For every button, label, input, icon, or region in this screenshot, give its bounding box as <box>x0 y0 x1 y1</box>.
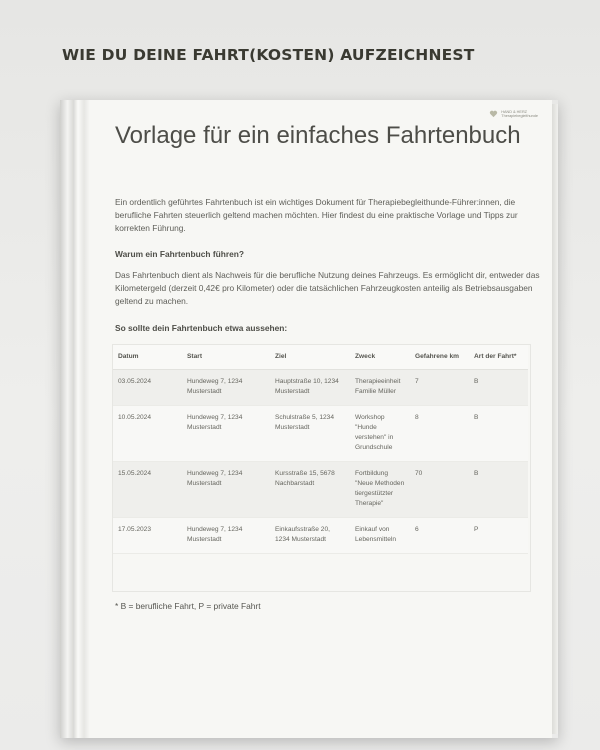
cell-art: B <box>469 406 528 462</box>
header-art: Art der Fahrt* <box>469 345 528 370</box>
table-row <box>113 370 528 406</box>
table-row <box>113 518 528 554</box>
table-row <box>113 406 528 462</box>
header-km: Gefahrene km <box>410 345 469 370</box>
cell-ziel: Hauptstraße 10, 1234 Musterstadt <box>270 370 350 406</box>
cell-start: Hundeweg 7, 1234 Musterstadt <box>182 406 270 462</box>
page-edge <box>552 104 558 734</box>
cell-km: 70 <box>410 462 469 518</box>
cell-art: P <box>469 518 528 554</box>
cell-ziel: Kursstraße 15, 5678 Nachbarstadt <box>270 462 350 518</box>
document-page <box>90 100 552 738</box>
cell-datum: 17.05.2023 <box>113 518 182 554</box>
page-heading: WIE DU DEINE FAHRT(KOSTEN) AUFZEICHNEST <box>62 46 475 64</box>
footnote: * B = berufliche Fahrt, P = private Fahrt <box>115 601 261 611</box>
table-row <box>113 462 528 518</box>
cell-zweck: Workshop "Hunde verstehen" in Grundschule <box>350 406 410 462</box>
cell-start: Hundeweg 7, 1234 Musterstadt <box>182 370 270 406</box>
cell-km: 6 <box>410 518 469 554</box>
table-header-row <box>113 345 528 370</box>
cell-km: 7 <box>410 370 469 406</box>
cell-zweck: Einkauf von Lebensmitteln <box>350 518 410 554</box>
cell-start: Hundeweg 7, 1234 Musterstadt <box>182 518 270 554</box>
logbook-table <box>113 345 528 554</box>
cell-art: B <box>469 370 528 406</box>
cell-art: B <box>469 462 528 518</box>
header-datum: Datum <box>113 345 182 370</box>
cell-km: 8 <box>410 406 469 462</box>
intro-paragraph: Ein ordentlich geführtes Fahrtenbuch ist ein wichtiges Dokument für Therapiebegleithunde-Führer:innen, die berufliche Fahrten steuerlich geltend machen möchten. Hier findest du eine praktische Vorlage und Tipps zur korrekten Führung. <box>115 197 518 234</box>
header-ziel: Ziel <box>270 345 350 370</box>
header-zweck: Zweck <box>350 345 410 370</box>
cell-datum: 10.05.2024 <box>113 406 182 462</box>
cell-zweck: Therapieeinheit Familie Müller <box>350 370 410 406</box>
cell-start: Hundeweg 7, 1234 Musterstadt <box>182 462 270 518</box>
book-spine <box>60 100 90 738</box>
logo-line-1: HAND & HERZ <box>501 109 528 114</box>
heart-paw-icon <box>489 109 498 118</box>
header-start: Start <box>182 345 270 370</box>
table-heading: So sollte dein Fahrtenbuch etwa aussehen: <box>115 323 288 333</box>
cell-zweck: Fortbildung "Neue Methoden tiergestützter Therapie" <box>350 462 410 518</box>
cell-datum: 15.05.2024 <box>113 462 182 518</box>
logo <box>489 109 538 118</box>
logo-line-2: Therapiebegleithunde <box>501 113 538 118</box>
why-heading: Warum ein Fahrtenbuch führen? <box>115 249 245 259</box>
document-title: Vorlage für ein einfaches Fahrtenbuch <box>115 122 521 149</box>
why-paragraph: Das Fahrtenbuch dient als Nachweis für die berufliche Nutzung deines Fahrzeugs. Es ermöglicht dir, entweder das Kilometergeld (derzeit 0,42€ pro Kilometer) oder die tatsächlichen Fahrzeugkosten anteilig als Betriebsausgaben geltend zu machen. <box>115 270 540 307</box>
cell-ziel: Einkaufsstraße 20, 1234 Musterstadt <box>270 518 350 554</box>
cell-datum: 03.05.2024 <box>113 370 182 406</box>
cell-ziel: Schulstraße 5, 1234 Musterstadt <box>270 406 350 462</box>
